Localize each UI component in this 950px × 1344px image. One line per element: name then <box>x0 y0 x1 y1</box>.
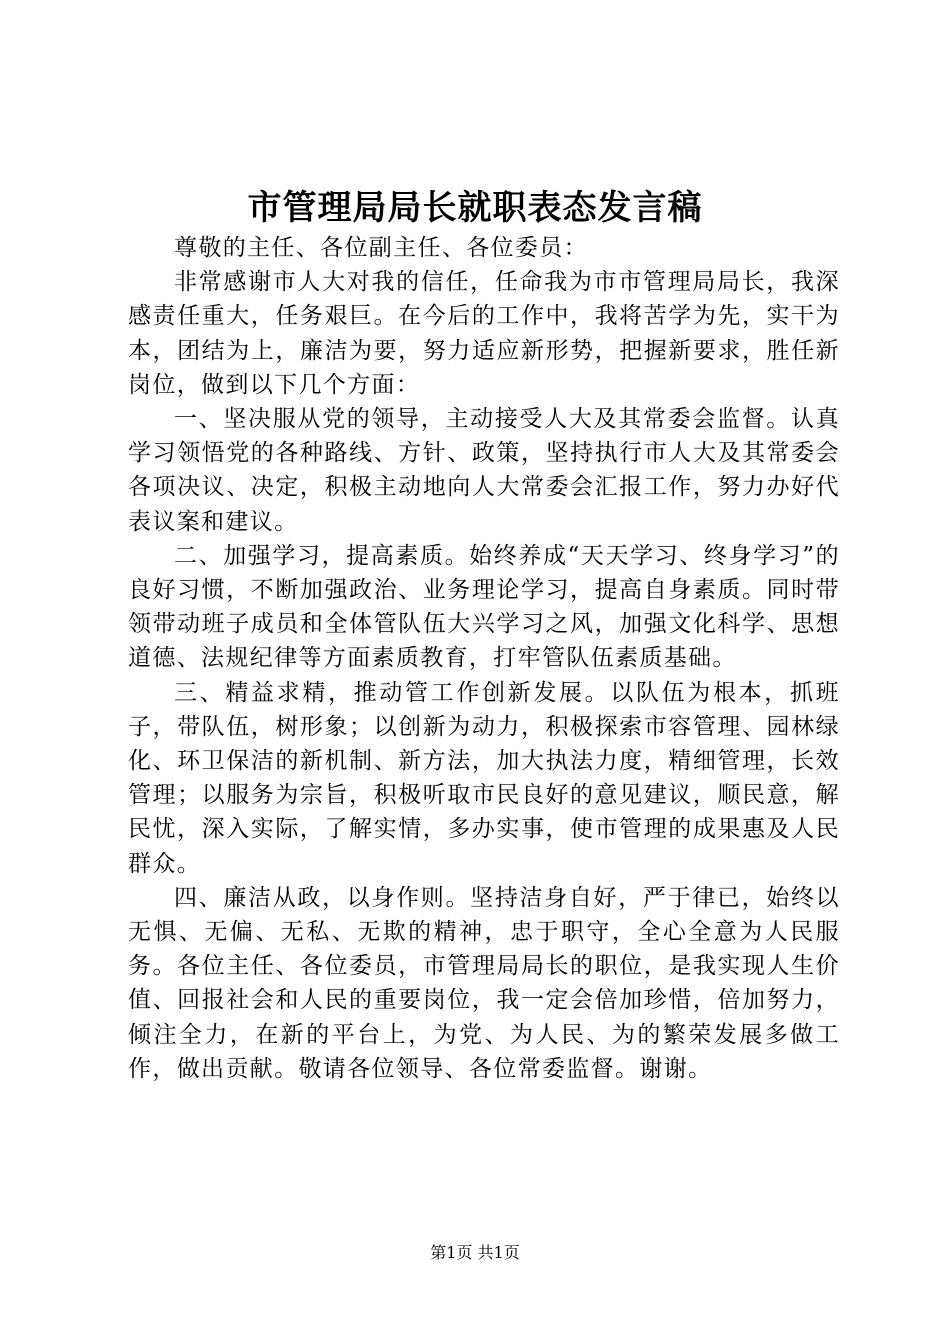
point-three-paragraph: 三、精益求精，推动管工作创新发展。以队伍为根本，抓班子，带队伍，树形象；以创新为动力，积极探索市容管理、园林绿化、环卫保洁的新机制、新方法，加大执法力度，精细管理，长效管理；以服务为宗旨，积极听取市民良好的意见建议，顺民意，解民忧，深入实际，了解实情，多办实事，使市管理的成果惠及人民群众。 <box>128 679 840 877</box>
salutation-paragraph: 尊敬的主任、各位副主任、各位委员： <box>174 235 588 261</box>
intro-paragraph: 非常感谢市人大对我的信任，任命我为市市管理局局长，我深感责任重大，任务艰巨。在今后的工作中，我将苦学为先，实干为本，团结为上，廉洁为要，努力适应新形势，把握新要求，胜任新岗位，做到以下几个方面： <box>128 269 840 398</box>
point-two-paragraph: 二、加强学习，提高素质。始终养成“天天学习、终身学习”的良好习惯，不断加强政治、业务理论学习，提高自身素质。同时带领带动班子成员和全体管队伍大兴学习之风，加强文化科学、思想道德、法规纪律等方面素质教育，打牢管队伍素质基础。 <box>128 542 840 672</box>
point-four-paragraph: 四、廉洁从政，以身作则。坚持洁身自好，严于律已，始终以无惧、无偏、无私、无欺的精神，忠于职守，全心全意为人民服务。各位主任、各位委员，市管理局局长的职位，是我实现人生价值、回报社会和人民的重要岗位，我一定会倍加珍惜，倍加努力，倾注全力，在新的平台上，为党、为人民、为的繁荣发展多做工作，做出贡献。敬请各位领导、各位常委监督。谢谢。 <box>128 884 840 1082</box>
document-title: 市管理局局长就职表态发言稿 <box>247 188 703 228</box>
point-one-paragraph: 一、坚决服从党的领导，主动接受人大及其常委会监督。认真学习领悟党的各种路线、方针、政策，坚持执行市人大及其常委会各项决议、决定，积极主动地向人大常委会汇报工作，努力办好代表议案和建议。 <box>128 406 840 535</box>
document-body <box>128 231 840 1086</box>
page-number-footer: 第1页 共1页 <box>430 1243 520 1262</box>
